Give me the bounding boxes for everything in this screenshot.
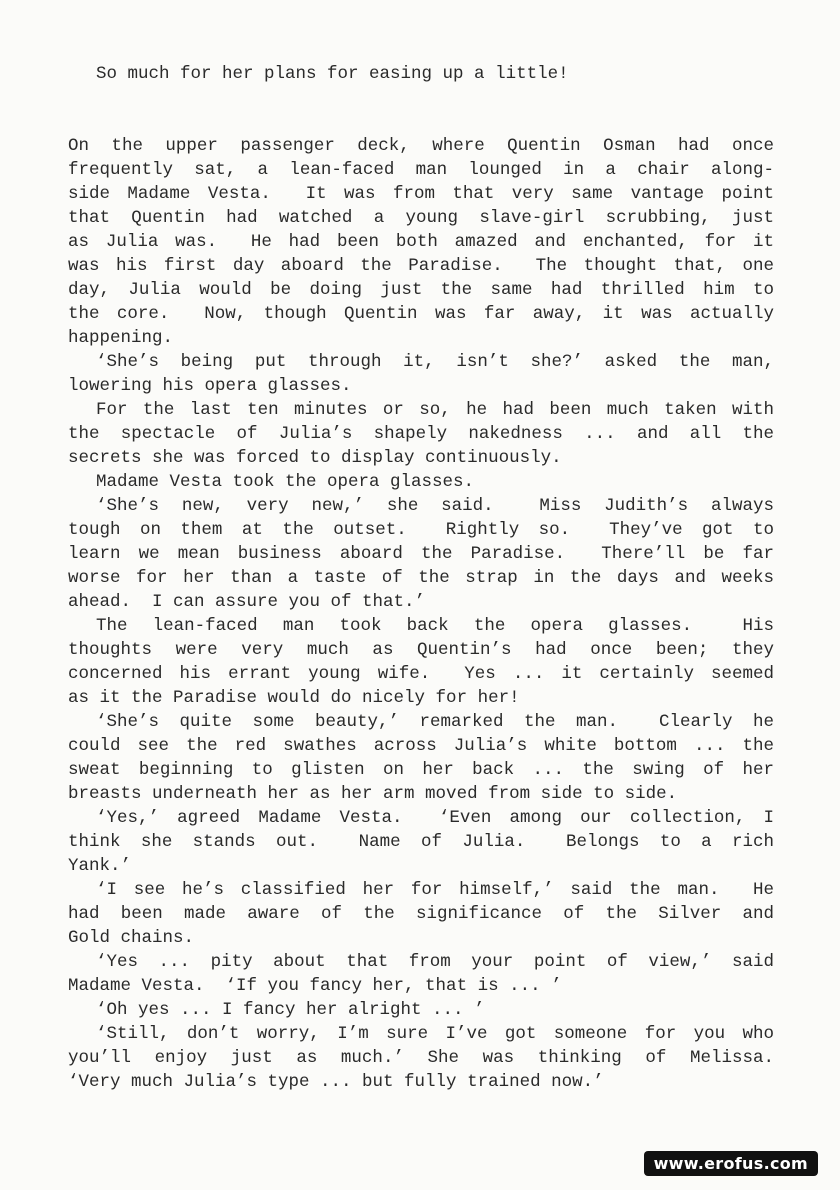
paragraph-line: had been made aware of the significance of the Silver and bbox=[68, 904, 774, 924]
paragraph-line: was his first day aboard the Paradise. The thought that, one bbox=[68, 256, 774, 276]
paragraph-line: concerned his errant young wife. Yes ... it certainly seemed bbox=[68, 664, 774, 684]
paragraph-line: thoughts were very much as Quentin’s had once been; they bbox=[68, 640, 774, 660]
paragraph-line: worse for her than a taste of the strap in the days and weeks bbox=[68, 568, 774, 588]
paragraph-line: On the upper passenger deck, where Quentin Osman had once bbox=[68, 136, 774, 156]
paragraph-line: ahead. I can assure you of that.’ bbox=[68, 592, 426, 612]
paragraph-line: ‘Still, don’t worry, I’m sure I’ve got someone for you who bbox=[96, 1024, 774, 1044]
paragraph-line: ‘Yes ... pity about that from your point of view,’ said bbox=[96, 952, 774, 972]
paragraph-line: the spectacle of Julia’s shapely nakedness ... and all the bbox=[68, 424, 774, 444]
lead-line: So much for her plans for easing up a little! bbox=[96, 64, 569, 84]
paragraph-line: Madame Vesta. ‘If you fancy her, that is ... ’ bbox=[68, 976, 562, 996]
paragraph-line: ‘Oh yes ... I fancy her alright ... ’ bbox=[96, 1000, 485, 1020]
paragraph-line: that Quentin had watched a young slave-girl scrubbing, just bbox=[68, 208, 774, 228]
paragraph-line: ‘I see he’s classified her for himself,’ said the man. He bbox=[96, 880, 774, 900]
paragraph-line: Madame Vesta took the opera glasses. bbox=[96, 472, 475, 492]
paragraph-line: Gold chains. bbox=[68, 928, 195, 948]
paragraph-line: day, Julia would be doing just the same had thrilled him to bbox=[68, 280, 774, 300]
paragraph-line: frequently sat, a lean-faced man lounged in a chair along- bbox=[68, 160, 774, 180]
paragraph-line: ‘Yes,’ agreed Madame Vesta. ‘Even among our collection, I bbox=[96, 808, 774, 828]
paragraph-line: think she stands out. Name of Julia. Belongs to a rich bbox=[68, 832, 774, 852]
paragraph-line: as Julia was. He had been both amazed and enchanted, for it bbox=[68, 232, 774, 252]
paragraph-line: learn we mean business aboard the Paradise. There’ll be far bbox=[68, 544, 774, 564]
paragraph-line: could see the red swathes across Julia’s white bottom ... the bbox=[68, 736, 774, 756]
paragraph-line: ‘Very much Julia’s type ... but fully trained now.’ bbox=[68, 1072, 604, 1092]
paragraph-line: lowering his opera glasses. bbox=[68, 376, 352, 396]
paragraph-line: ‘She’s quite some beauty,’ remarked the man. Clearly he bbox=[96, 712, 774, 732]
book-page bbox=[68, 62, 774, 1094]
paragraph-line: The lean-faced man took back the opera glasses. His bbox=[96, 616, 774, 636]
paragraph-line: the core. Now, though Quentin was far away, it was actually bbox=[68, 304, 774, 324]
paragraph-line: ‘She’s new, very new,’ she said. Miss Judith’s always bbox=[96, 496, 774, 516]
paragraph-line: tough on them at the outset. Rightly so. They’ve got to bbox=[68, 520, 774, 540]
paragraph-line: Yank.’ bbox=[68, 856, 132, 876]
paragraph-line: happening. bbox=[68, 328, 174, 348]
paragraph-line: sweat beginning to glisten on her back ... the swing of her bbox=[68, 760, 774, 780]
paragraph-line: ‘She’s being put through it, isn’t she?’ asked the man, bbox=[96, 352, 774, 372]
paragraph-line: breasts underneath her as her arm moved from side to side. bbox=[68, 784, 678, 804]
watermark: www.erofus.com bbox=[644, 1151, 818, 1176]
paragraph-line: secrets she was forced to display continuously. bbox=[68, 448, 562, 468]
body-text bbox=[68, 134, 774, 1094]
paragraph-line: as it the Paradise would do nicely for her! bbox=[68, 688, 520, 708]
paragraph-line: you’ll enjoy just as much.’ She was thinking of Melissa. bbox=[68, 1048, 774, 1068]
paragraph-line: For the last ten minutes or so, he had been much taken with bbox=[96, 400, 774, 420]
paragraph-line: side Madame Vesta. It was from that very same vantage point bbox=[68, 184, 774, 204]
